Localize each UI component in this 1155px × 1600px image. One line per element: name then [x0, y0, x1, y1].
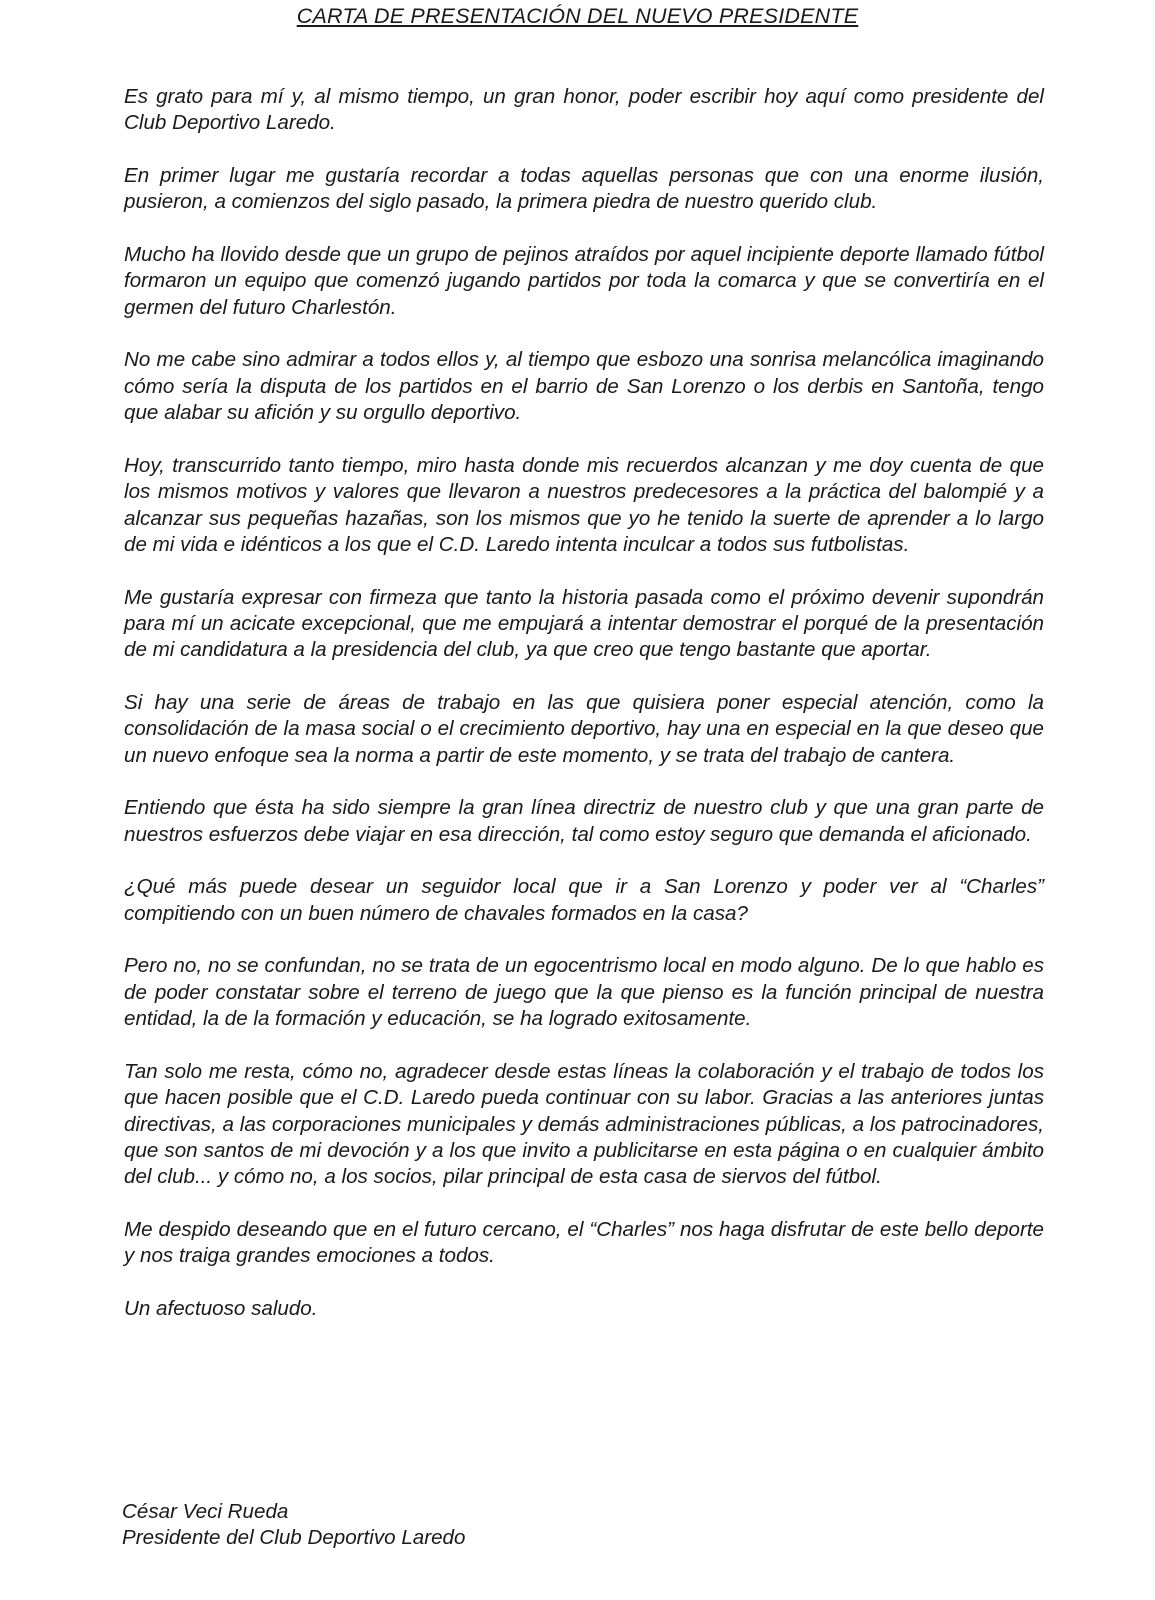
paragraph-4: No me cabe sino admirar a todos ellos y, al tiempo que esbozo una sonrisa melancólica imaginando cómo sería la disputa de los partidos en el barrio de San Lorenzo o los derbis en Santoña, tengo que alabar su afición y su orgullo deportivo.: [124, 348, 1044, 425]
paragraph-5: Hoy, transcurrido tanto tiempo, miro hasta donde mis recuerdos alcanzan y me doy cuenta de que los mismos motivos y valores que llevaron a nuestros predecesores a la práctica del balompié y a alcanzar sus pequeñas hazañas, son los mismos que yo he tenido la suerte de aprender a lo largo de mi vida e idénticos a los que el C.D. Laredo intenta inculcar a todos sus futbolistas.: [124, 453, 1044, 557]
closing-salutation: Un afectuoso saludo.: [124, 1297, 318, 1321]
paragraph-2: En primer lugar me gustaría recordar a todas aquellas personas que con una enorme ilusión, pusieron, a comienzos del siglo pasado, la primera piedra de nuestro querido club.: [124, 164, 1044, 214]
paragraph-11: Tan solo me resta, cómo no, agradecer desde estas líneas la colaboración y el trabajo de todos los que hacen posible que el C.D. Laredo pueda continuar con su labor. Gracias a las anteriores juntas directivas, a las corporaciones municipales y demás administraciones públicas, a los patrocinadores, que son santos de mi devoción y a los que invito a publicitarse en esta página o en cualquier ámbito del club... y cómo no, a los socios, pilar principal de esta casa de siervos del fútbol.: [124, 1059, 1044, 1189]
letter-body: [124, 84, 1044, 1349]
paragraph-6: Me gustaría expresar con firmeza que tanto la historia pasada como el próximo devenir supondrán para mí un acicate excepcional, que me empujará a intentar demostrar el porqué de la presentación de mi candidatura a la presidencia del club, ya que creo que tengo bastante que aportar.: [124, 585, 1044, 662]
signer-name: César Veci Rueda: [122, 1500, 289, 1523]
paragraph-12: Me despido deseando que en el futuro cercano, el “Charles” nos haga disfrutar de este bello deporte y nos traiga grandes emociones a todos.: [124, 1218, 1044, 1268]
paragraph-10: Pero no, no se confundan, no se trata de un egocentrismo local en modo alguno. De lo que hablo es de poder constatar sobre el terreno de juego que la que pienso es la función principal de nuestra entidad, la de la formación y educación, se ha logrado exitosamente.: [124, 954, 1044, 1031]
signer-role: Presidente del Club Deportivo Laredo: [122, 1526, 466, 1550]
paragraph-8: Entiendo que ésta ha sido siempre la gran línea directriz de nuestro club y que una gran parte de nuestros esfuerzos debe viajar en esa dirección, tal como estoy seguro que demanda el aficionado.: [124, 796, 1044, 846]
paragraph-1: Es grato para mí y, al mismo tiempo, un gran honor, poder escribir hoy aquí como presidente del Club Deportivo Laredo.: [124, 85, 1044, 135]
paragraph-7: Si hay una serie de áreas de trabajo en las que quisiera poner especial atención, como la consolidación de la masa social o el crecimiento deportivo, hay una en especial en la que deseo que un nuevo enfoque sea la norma a partir de este momento, y se trata del trabajo de cantera.: [124, 691, 1044, 767]
signature-block: [122, 1499, 822, 1552]
letter-title: CARTA DE PRESENTACIÓN DEL NUEVO PRESIDENTE: [296, 4, 859, 28]
paragraph-9: ¿Qué más puede desear un seguidor local que ir a San Lorenzo y poder ver al “Charles” compitiendo con un buen número de chavales formados en la casa?: [124, 875, 1044, 925]
paragraph-3: Mucho ha llovido desde que un grupo de pejinos atraídos por aquel incipiente deporte llamado fútbol formaron un equipo que comenzó jugando partidos por toda la comarca y que se convertiría en el germen del futuro Charlestón.: [124, 243, 1044, 319]
